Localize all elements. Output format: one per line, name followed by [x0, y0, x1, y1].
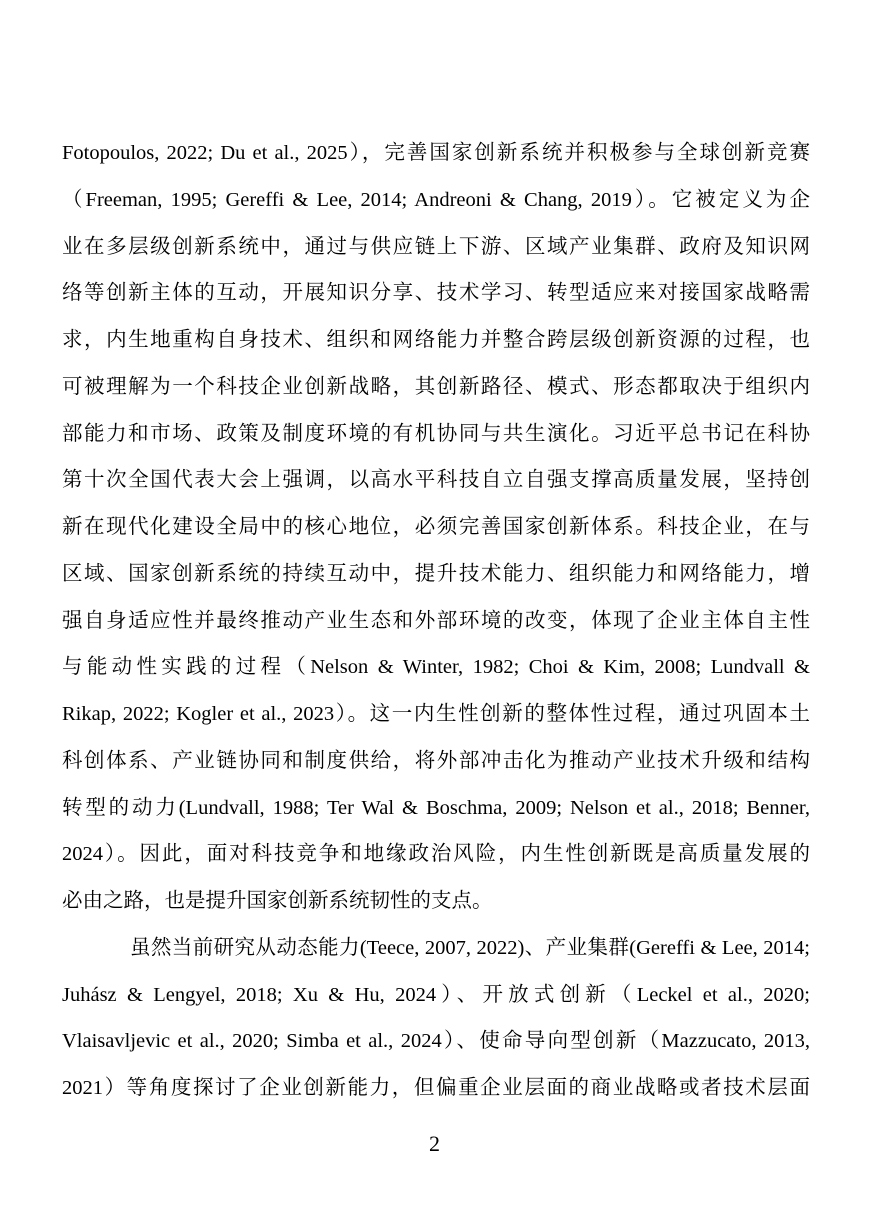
text-line: 科创体系、产业链协同和制度供给，将外部冲击化为推动产业技术升级和结构: [62, 749, 810, 772]
text-line: 可被理解为一个科技企业创新战略，其创新路径、模式、形态都取决于组织内: [62, 375, 810, 398]
page-number: 2: [429, 1131, 440, 1156]
text-line: 区域、国家创新系统的持续互动中，提升技术能力、组织能力和网络能力，增: [62, 562, 810, 585]
text-line: 部能力和市场、政策及制度环境的有机协同与共生演化。习近平总书记在科协: [62, 422, 810, 445]
text-line: Vlaisavljevic et al., 2020; Simba et al., 2024）、使命导向型创新（Mazzucato, 2013,: [62, 1030, 810, 1053]
text-line: 2021）等角度探讨了企业创新能力，但偏重企业层面的商业战略或者技术层面: [62, 1077, 810, 1099]
text-line: 新在现代化建设全局中的核心地位，必须完善国家创新体系。科技企业，在与: [62, 516, 810, 538]
text-line: 2024）。因此，面对科技竞争和地缘政治风险，内生性创新既是高质量发展的: [62, 843, 810, 866]
text-line: 业在多层级创新系统中，通过与供应链上下游、区域产业集群、政府及知识网: [62, 235, 810, 258]
text-line: 求，内生地重构自身技术、组织和网络能力并整合跨层级创新资源的过程，也: [62, 329, 810, 351]
text-line: Juhász & Lengyel, 2018; Xu & Hu, 2024）、开放式创新（Leckel et al., 2020;: [62, 983, 810, 1006]
text-line: （Freeman, 1995; Gereffi & Lee, 2014; Andreoni & Chang, 2019）。它被定义为企: [62, 188, 810, 211]
text-line: 第十次全国代表大会上强调，以高水平科技自立自强支撑高质量发展，坚持创: [62, 469, 810, 492]
text-line: 与能动性实践的过程（Nelson & Winter, 1982; Choi & Kim, 2008; Lundvall &: [62, 656, 810, 679]
text-line: Fotopoulos, 2022; Du et al., 2025），完善国家创新系统并积极参与全球创新竞赛: [62, 142, 810, 164]
text-line: 络等创新主体的互动，开展知识分享、技术学习、转型适应来对接国家战略需: [62, 282, 810, 305]
text-line: Rikap, 2022; Kogler et al., 2023）。这一内生性创新的整体性过程，通过巩固本土: [62, 703, 810, 725]
text-line-paragraph-end: 必由之路，也是提升国家创新系统韧性的支点。: [62, 890, 493, 912]
text-line: 转型的动力(Lundvall, 1988; Ter Wal & Boschma, 2009; Nelson et al., 2018; Benner,: [62, 796, 810, 819]
text-line-paragraph-start: 虽然当前研究从动态能力(Teece, 2007, 2022)、产业集群(Gereffi & Lee, 2014;: [130, 936, 810, 959]
text-line: 强自身适应性并最终推动产业生态和外部环境的改变，体现了企业主体自主性: [62, 609, 810, 632]
body-text: [62, 130, 810, 1112]
